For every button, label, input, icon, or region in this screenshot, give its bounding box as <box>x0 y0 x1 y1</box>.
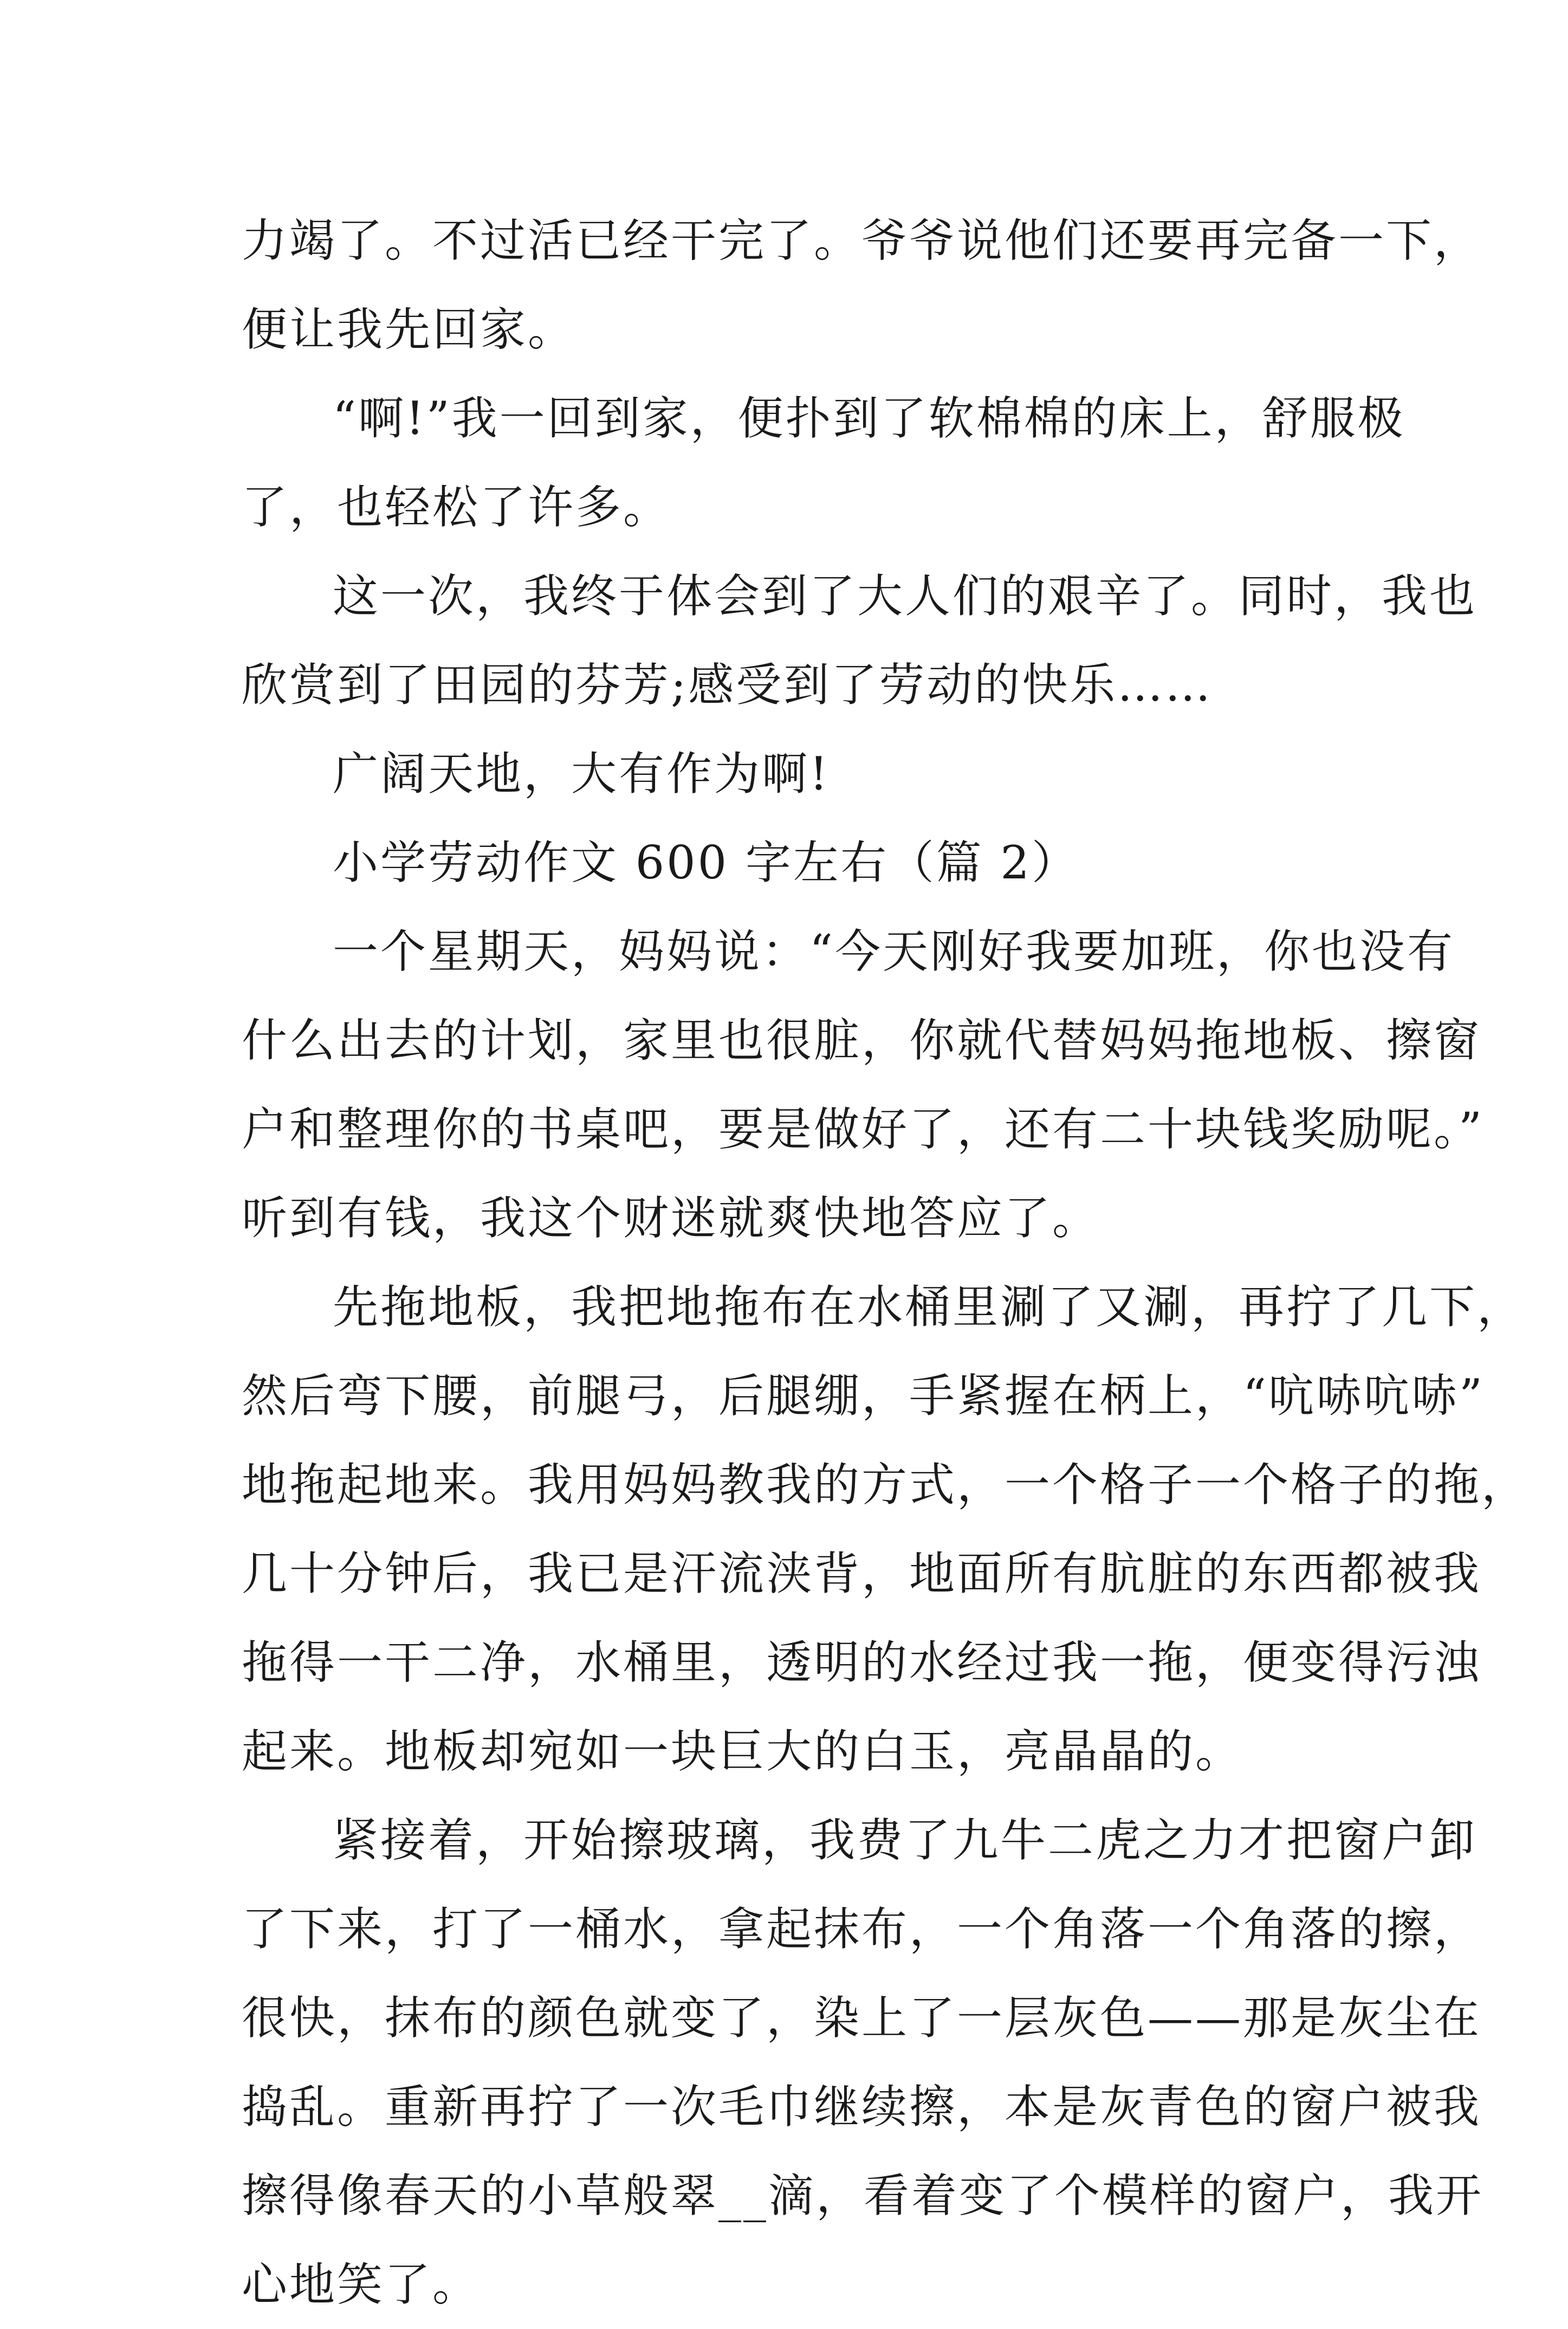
text-line: 擦得像春天的小草般翠__滴，看着变了个模样的窗户，我开 <box>242 2169 1484 2222</box>
text-line: 拖得一干二净，水桶里，透明的水经过我一拖，便变得污浊 <box>242 1636 1482 1689</box>
text-line: 力竭了。不过活已经干完了。爷爷说他们还要再完备一下， <box>242 214 1482 267</box>
section-heading: 小学劳动作文 600 字左右（篇 2） <box>333 836 1079 889</box>
text-line: 几十分钟后，我已是汗流浃背，地面所有肮脏的东西都被我 <box>242 1547 1482 1600</box>
text-line: 地拖起地来。我用妈妈教我的方式，一个格子一个格子的拖， <box>242 1458 1530 1511</box>
body-text <box>242 196 1530 2329</box>
text-line: 了，也轻松了许多。 <box>242 481 671 534</box>
text-line: 紧接着，开始擦玻璃，我费了九牛二虎之力才把窗户卸 <box>333 1814 1478 1867</box>
text-line: 欣赏到了田园的芬芳;感受到了劳动的快乐…… <box>242 658 1213 711</box>
text-line: 户和整理你的书桌吧，要是做好了，还有二十块钱奖励呢。” <box>242 1103 1484 1156</box>
text-line: 先拖地板，我把地拖布在水桶里涮了又涮，再拧了几下， <box>333 1280 1525 1334</box>
text-line: 捣乱。重新再拧了一次毛巾继续擦，本是灰青色的窗户被我 <box>242 2080 1482 2133</box>
text-line: 了下来，打了一桶水，拿起抹布，一个角落一个角落的擦， <box>242 1903 1482 1956</box>
text-line: 一个星期天，妈妈说：“今天刚好我要加班，你也没有 <box>333 925 1455 978</box>
text-line: 很快，抹布的颜色就变了，染上了一层灰色——那是灰尘在 <box>242 1991 1482 2045</box>
text-line: 听到有钱，我这个财迷就爽快地答应了。 <box>242 1192 1100 1245</box>
text-line: 然后弯下腰，前腿弓，后腿绷，手紧握在柄上，“吭哧吭哧” <box>242 1369 1485 1422</box>
text-line: 起来。地板却宛如一块巨大的白玉，亮晶晶的。 <box>242 1725 1243 1778</box>
text-line: 什么出去的计划，家里也很脏，你就代替妈妈拖地板、擦窗 <box>242 1014 1482 1067</box>
text-line: “啊!”我一回到家，便扑到了软棉棉的床上，舒服极 <box>333 392 1405 445</box>
text-line: 便让我先回家。 <box>242 303 576 356</box>
text-line: 广阔天地，大有作为啊! <box>333 747 830 800</box>
text-line: 这一次，我终于体会到了大人们的艰辛了。同时，我也 <box>333 570 1478 623</box>
text-line: 心地笑了。 <box>242 2258 481 2311</box>
